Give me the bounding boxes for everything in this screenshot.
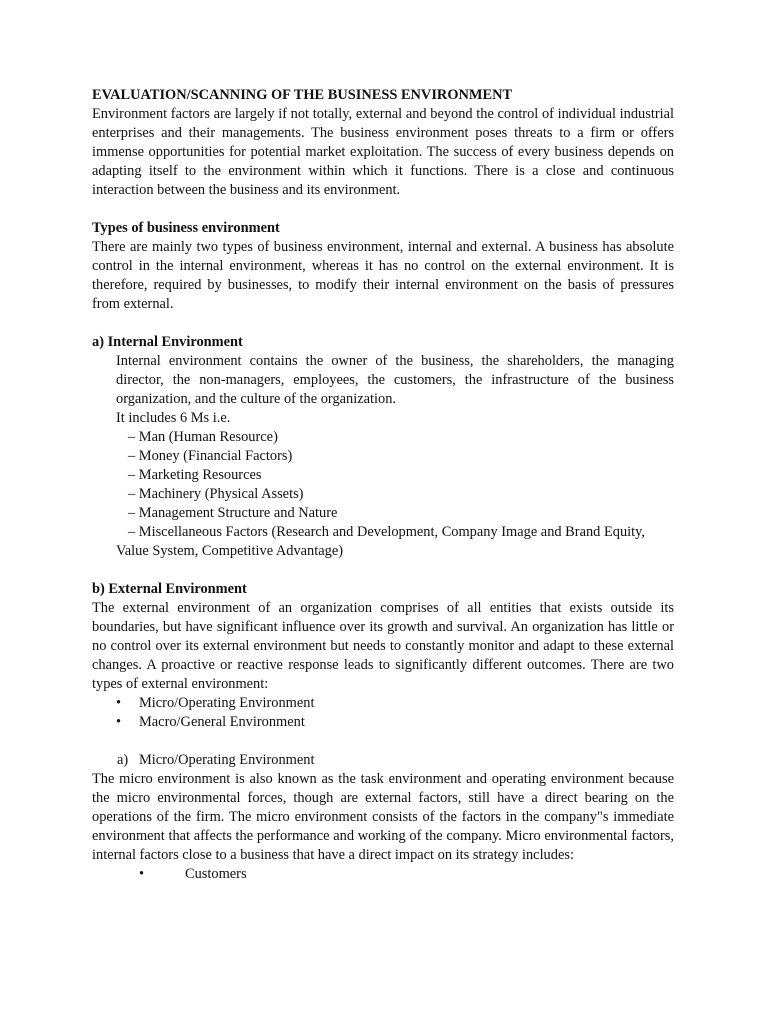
intro-paragraph: Environment factors are largely if not totally, external and beyond the control of individual industrial enterprises and their managements. The business environment poses threats to a firm or offers immense opportunities for potential market exploitation. The success of every business depends on adapting itself to the environment within which it functions. There is a close and continuous interaction between the business and its environment. <box>92 106 674 198</box>
list-item-label: Customers <box>185 866 247 882</box>
spacer <box>92 561 674 580</box>
micro-marker: a) <box>117 752 129 768</box>
list-item: – Man (Human Resource) <box>128 429 278 445</box>
list-item: – Money (Financial Factors) <box>128 448 293 464</box>
list-item <box>92 694 674 713</box>
list-item: – Machinery (Physical Assets) <box>128 486 304 502</box>
list-item: – Miscellaneous Factors (Research and Development, Company Image and Brand Equity, <box>128 524 645 540</box>
types-heading: Types of business environment <box>92 220 280 236</box>
six-ms-list <box>92 428 674 542</box>
document-title: EVALUATION/SCANNING OF THE BUSINESS ENVIRONMENT <box>92 87 513 103</box>
external-heading: b) External Environment <box>92 581 247 597</box>
spacer <box>92 314 674 333</box>
spacer <box>92 200 674 219</box>
list-item: – Marketing Resources <box>128 467 262 483</box>
list-item-label: Micro/Operating Environment <box>139 695 315 711</box>
micro-factors-list <box>92 865 674 884</box>
list-item <box>92 713 674 732</box>
list-item <box>92 865 674 884</box>
bullet-icon: • <box>139 866 145 882</box>
internal-includes: It includes 6 Ms i.e. <box>116 410 231 426</box>
micro-subheading <box>92 751 674 770</box>
list-item-label: Macro/General Environment <box>139 714 305 730</box>
internal-closing: Value System, Competitive Advantage) <box>116 543 344 559</box>
list-item: – Management Structure and Nature <box>128 505 338 521</box>
types-paragraph: There are mainly two types of business environment, internal and external. A business has absolute control in the internal environment, whereas it has no control on the external environment. It is therefore, required by businesses, to modify their internal environment on the basis of pressures from external. <box>92 239 674 312</box>
external-types-list <box>92 694 674 732</box>
bullet-icon: • <box>116 695 122 711</box>
document-page <box>92 86 674 884</box>
bullet-icon: • <box>116 714 122 730</box>
internal-paragraph: Internal environment contains the owner of the business, the shareholders, the managing director, the non-managers, employees, the customers, the infrastructure of the business organization, and the culture of the organization. <box>116 353 674 407</box>
spacer <box>92 732 674 751</box>
internal-heading: a) Internal Environment <box>92 334 243 350</box>
external-paragraph: The external environment of an organization comprises of all entities that exists outside its boundaries, but have significant influence over its growth and survival. An organization has little or no control over its external environment but needs to constantly monitor and adapt to these external changes. A proactive or reactive response leads to significantly different outcomes. There are two types of external environment: <box>92 600 674 692</box>
micro-heading: Micro/Operating Environment <box>139 752 315 768</box>
micro-paragraph: The micro environment is also known as the task environment and operating environment because the micro environmental forces, though are external factors, still have a direct bearing on the operations of the firm. The micro environment consists of the factors in the company"s immediate environment that affects the performance and working of the company. Micro environmental factors, internal factors close to a business that have a direct impact on its strategy includes: <box>92 771 674 863</box>
